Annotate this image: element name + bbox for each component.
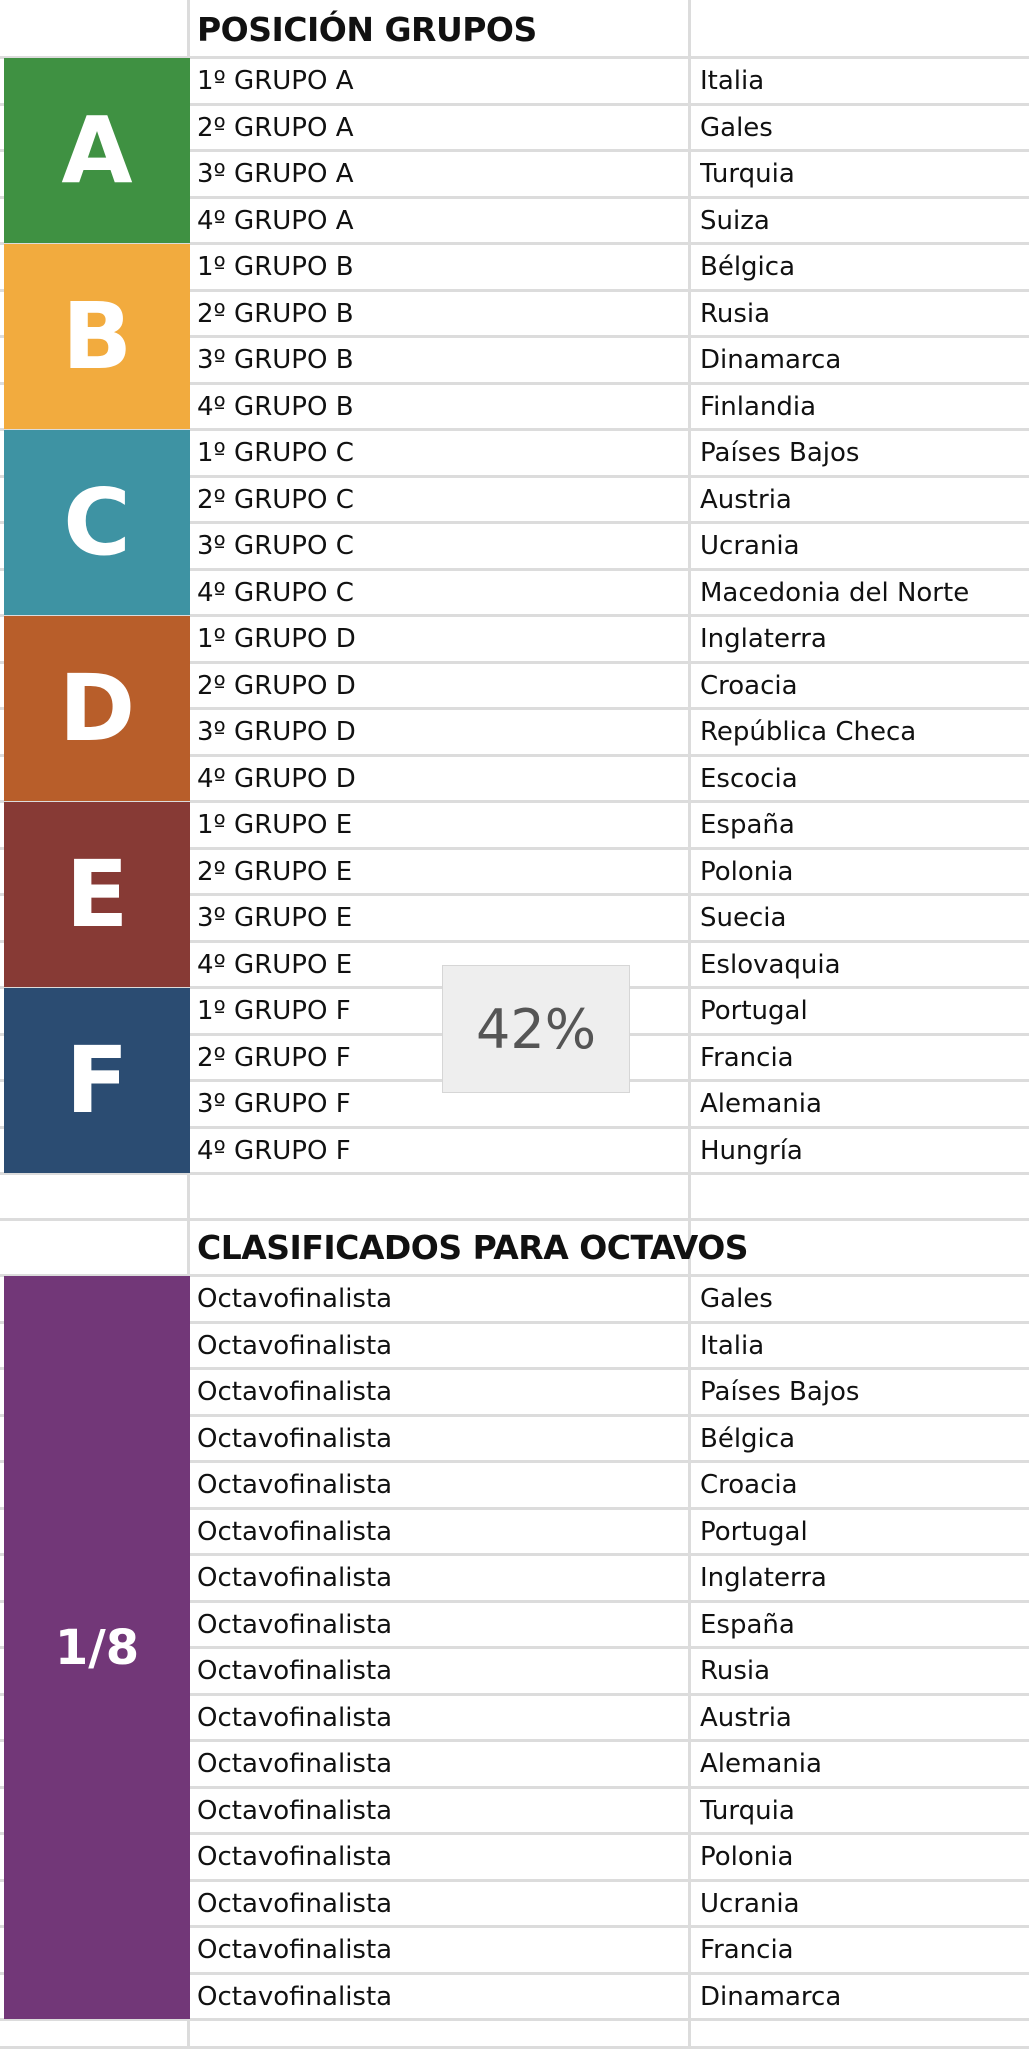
team-name-cell[interactable]: República Checa bbox=[700, 717, 917, 747]
group-position-cell[interactable]: 3º GRUPO A bbox=[197, 159, 354, 189]
group-position-cell[interactable]: 3º GRUPO C bbox=[197, 531, 354, 561]
group-position-cell[interactable]: 2º GRUPO B bbox=[197, 298, 354, 329]
group-position-cell[interactable]: 2º GRUPO F bbox=[197, 1042, 351, 1073]
group-band-c[interactable] bbox=[4, 430, 190, 615]
team-name-cell[interactable]: Turquia bbox=[700, 159, 795, 189]
qualifier-label-cell[interactable]: Octavofinalista bbox=[197, 1284, 393, 1314]
group-position-cell[interactable]: 4º GRUPO D bbox=[197, 763, 356, 794]
team-name-cell[interactable]: Suecia bbox=[700, 903, 787, 933]
group-position-cell[interactable]: 1º GRUPO F bbox=[197, 996, 351, 1026]
group-position-cell[interactable]: 1º GRUPO B bbox=[197, 252, 354, 282]
team-name-cell[interactable]: Francia bbox=[700, 1042, 794, 1073]
team-name-cell[interactable]: Ucrania bbox=[700, 531, 800, 561]
group-position-cell[interactable]: 4º GRUPO C bbox=[197, 577, 354, 608]
team-name-cell[interactable]: Francia bbox=[700, 1935, 794, 1965]
team-name-cell[interactable]: Suiza bbox=[700, 205, 770, 236]
round-label: 1/8 bbox=[54, 1619, 140, 1676]
group-letter: A bbox=[61, 96, 133, 204]
group-position-cell[interactable]: 2º GRUPO A bbox=[197, 112, 354, 143]
team-name-cell[interactable]: Gales bbox=[700, 112, 773, 143]
group-band-d[interactable] bbox=[4, 616, 190, 801]
team-name-cell[interactable]: Bélgica bbox=[700, 1423, 796, 1454]
team-name-cell[interactable]: España bbox=[700, 810, 795, 840]
group-letter: F bbox=[65, 1026, 129, 1134]
group-position-cell[interactable]: 1º GRUPO D bbox=[197, 624, 356, 654]
team-name-cell[interactable]: España bbox=[700, 1609, 795, 1640]
group-position-cell[interactable]: 1º GRUPO E bbox=[197, 810, 353, 840]
qualifier-label-cell[interactable]: Octavofinalista bbox=[197, 1795, 393, 1826]
team-name-cell[interactable]: Italia bbox=[700, 66, 765, 96]
team-name-cell[interactable]: Escocia bbox=[700, 763, 798, 794]
team-name-cell[interactable]: Ucrania bbox=[700, 1888, 800, 1919]
groups-section-header[interactable]: POSICIÓN GRUPOS bbox=[197, 10, 537, 49]
group-position-cell[interactable]: 3º GRUPO E bbox=[197, 903, 353, 933]
group-letter: D bbox=[58, 654, 136, 762]
team-name-cell[interactable]: Rusia bbox=[700, 1656, 771, 1686]
team-name-cell[interactable]: Rusia bbox=[700, 298, 771, 329]
zoom-level-label: 42% bbox=[475, 997, 597, 1061]
team-name-cell[interactable]: Croacia bbox=[700, 670, 798, 701]
team-name-cell[interactable]: Países Bajos bbox=[700, 438, 860, 468]
round-of-16-band[interactable] bbox=[4, 1276, 190, 2019]
team-name-cell[interactable]: Croacia bbox=[700, 1470, 798, 1500]
qualifier-label-cell[interactable]: Octavofinalista bbox=[197, 1377, 393, 1407]
team-name-cell[interactable]: Portugal bbox=[700, 1516, 808, 1547]
team-name-cell[interactable]: Hungría bbox=[700, 1135, 803, 1166]
qualifier-label-cell[interactable]: Octavofinalista bbox=[197, 1563, 393, 1593]
team-name-cell[interactable]: Austria bbox=[700, 484, 792, 515]
qualifier-label-cell[interactable]: Octavofinalista bbox=[197, 1749, 393, 1779]
team-name-cell[interactable]: Italia bbox=[700, 1330, 765, 1361]
team-name-cell[interactable]: Finlandia bbox=[700, 391, 817, 422]
team-name-cell[interactable]: Alemania bbox=[700, 1749, 822, 1779]
group-band-f[interactable] bbox=[4, 988, 190, 1173]
group-position-cell[interactable]: 3º GRUPO B bbox=[197, 345, 354, 375]
team-name-cell[interactable]: Turquia bbox=[700, 1795, 795, 1826]
team-name-cell[interactable]: Países Bajos bbox=[700, 1377, 860, 1407]
group-letter: B bbox=[61, 282, 133, 390]
team-name-cell[interactable]: Gales bbox=[700, 1284, 773, 1314]
group-position-cell[interactable]: 4º GRUPO B bbox=[197, 391, 354, 422]
group-position-cell[interactable]: 3º GRUPO D bbox=[197, 717, 356, 747]
qualifier-label-cell[interactable]: Octavofinalista bbox=[197, 1609, 393, 1640]
team-name-cell[interactable]: Portugal bbox=[700, 996, 808, 1026]
team-name-cell[interactable]: Austria bbox=[700, 1702, 792, 1733]
qualifier-label-cell[interactable]: Octavofinalista bbox=[197, 1330, 393, 1361]
group-position-cell[interactable]: 2º GRUPO E bbox=[197, 856, 353, 887]
group-letter: C bbox=[63, 468, 131, 576]
team-name-cell[interactable]: Eslovaquia bbox=[700, 949, 841, 980]
qualifier-label-cell[interactable]: Octavofinalista bbox=[197, 1516, 393, 1547]
qualifier-label-cell[interactable]: Octavofinalista bbox=[197, 1888, 393, 1919]
qualifier-label-cell[interactable]: Octavofinalista bbox=[197, 1656, 393, 1686]
team-name-cell[interactable]: Alemania bbox=[700, 1089, 822, 1119]
group-position-cell[interactable]: 1º GRUPO A bbox=[197, 66, 354, 96]
group-band-a[interactable] bbox=[4, 58, 190, 243]
team-name-cell[interactable]: Dinamarca bbox=[700, 345, 842, 375]
qualifier-label-cell[interactable]: Octavofinalista bbox=[197, 1981, 393, 2012]
team-name-cell[interactable]: Bélgica bbox=[700, 252, 796, 282]
round-of-16-section-header[interactable]: CLASIFICADOS PARA OCTAVOS bbox=[197, 1228, 749, 1267]
group-position-cell[interactable]: 3º GRUPO F bbox=[197, 1089, 351, 1119]
team-name-cell[interactable]: Inglaterra bbox=[700, 1563, 827, 1593]
qualifier-label-cell[interactable]: Octavofinalista bbox=[197, 1842, 393, 1872]
group-position-cell[interactable]: 4º GRUPO A bbox=[197, 205, 354, 236]
group-position-cell[interactable]: 4º GRUPO E bbox=[197, 949, 353, 980]
group-position-cell[interactable]: 2º GRUPO D bbox=[197, 670, 356, 701]
qualifier-label-cell[interactable]: Octavofinalista bbox=[197, 1470, 393, 1500]
qualifier-label-cell[interactable]: Octavofinalista bbox=[197, 1702, 393, 1733]
team-name-cell[interactable]: Macedonia del Norte bbox=[700, 577, 970, 608]
team-name-cell[interactable]: Dinamarca bbox=[700, 1981, 842, 2012]
qualifier-label-cell[interactable]: Octavofinalista bbox=[197, 1935, 393, 1965]
zoom-level-indicator bbox=[442, 965, 630, 1093]
group-position-cell[interactable]: 1º GRUPO C bbox=[197, 438, 354, 468]
qualifier-label-cell[interactable]: Octavofinalista bbox=[197, 1423, 393, 1454]
group-position-cell[interactable]: 4º GRUPO F bbox=[197, 1135, 351, 1166]
group-band-e[interactable] bbox=[4, 802, 190, 987]
group-band-b[interactable] bbox=[4, 244, 190, 429]
team-name-cell[interactable]: Polonia bbox=[700, 1842, 794, 1872]
team-name-cell[interactable]: Inglaterra bbox=[700, 624, 827, 654]
group-letter: E bbox=[65, 840, 129, 948]
team-name-cell[interactable]: Polonia bbox=[700, 856, 794, 887]
group-position-cell[interactable]: 2º GRUPO C bbox=[197, 484, 354, 515]
